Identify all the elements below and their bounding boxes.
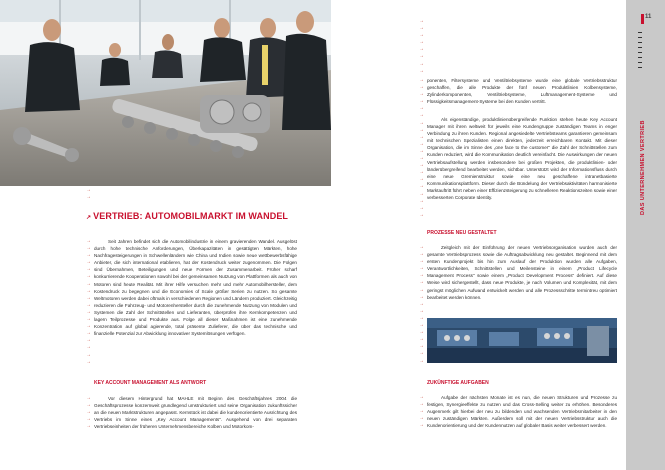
left-margin-arrows-body: → → → → → → → → → → → → → → → → → →: [86, 238, 91, 365]
sidebar-accent-bar: [641, 14, 644, 24]
left-margin-arrows-lower: → → → → →: [86, 395, 91, 430]
sidebar-section-label: DAS UNTERNEHMEN VERTRIEB: [640, 120, 646, 215]
production-photo: [427, 318, 617, 363]
left-body-1: Seit Jahren befindet sich die Automobilindustrie in einem gravierenden Wandel. Ausgelöst durch hohe technische Anforderungen, Überkapazitäten in gesättigten Märkten, hohe Nachfragesteigerungen in Schwellenländern wie China und Indien sowie neue wettbewerbsfähige Anbieter, die sich international etablieren, hat der Kostendruck weiter zugenommen. Die Folgen sind Übernahmen, Beteiligungen und neue Formen der Zusammenarbeit. Früher scharf konkurrierende Kooperationen sowohl bei der gemeinsamen Nutzung von Plattformen als auch von Motoren sind heute Realität. Mit ihrer Hilfe versuchen mehr und mehr Automobilhersteller, dem Kostendruck zu begegnen und die Economies of Scale größer Serien zu nutzen. So gesamte Weltmotoren werden dabei oftmals in verschiedenen Regionen und Ländern produziert. Gleichzeitig reduzieren die Fahrzeug- und Motorenhersteller durch die zunehmende Nutzung von Modulen und Systemen die Zahl der Schnittstellen und Lieferanten, überprüfen ihre Kernkompetenzen und lagern Teilprozesse und Produkte aus. Folge all dieser Maßnahmen ist eine zunehmende Konzentration auf global agierende, total präsente Zulieferer, die über das technische und finanzielle Potenzial zur Abwicklung innovativer Systemlösungen verfügen.: [94, 239, 297, 337]
right-mid-arrows: → → → → → → → → → → → → → → → → →: [419, 244, 424, 364]
right-body-2: Als eigenständige, produktlinienübergreifende Funktion stehen heute Key Account Manager mit ihren weltweit für jeweils eine Kundengruppe zuständigen Teams in enger Verbindung zu ihren Kunden. Regional angesiedelte Vertriebsteams garantieren gemeinsam mit technischen Spezialisten einen direkten, jederzeit erreichbaren Kontakt. Mit dieser Organisation, die im Sinne des „one face to the customer" die Zahl der Schnittstellen zum Kunden reduziert, wird die Kommunikation deutlich vereinfacht. Die Auswirkungen der neuen Vertriebsaufstellung werden insbesondere bei großen Projekten, die produktlinien- oder länderübergreifend bearbeitet werden, sichtbar. Unterstützt wird der Informationsfluss durch eine neue Gremienstruktur sowie eine neu geschaffene intranetbasierte Kommunikationsplattform. Dieser durch die Bündelung der Vertriebsaktivitäten harmonisierte Marktauftritt führt neben einer Effizienzsteigerung zu schnelleren Reaktionszeiten sowie einer verbesserten Corporate Identity.: [427, 117, 617, 201]
subheading-key-account: KEY ACCOUNT MANAGEMENT ALS ANTWORT: [94, 380, 207, 386]
sidebar-marks: [638, 32, 642, 72]
left-margin-arrows: → →: [86, 187, 91, 201]
subheading-prozesse: PROZESSE NEU GESTALTET: [427, 230, 497, 236]
section-heading: ↗ VERTRIEB: AUTOMOBILMARKT IM WANDEL: [86, 211, 289, 221]
right-body-1: ponenten, Filtersysteme und Ventiltriebsysteme wurde eine globale Vertriebsstruktur geschaffen, die alle Produkte der fünf neuen Produktlinien Kolbensysteme, Zylinderkomponenten, Ventiltriebsysteme, Luftmanagement-Systeme und Flüssigkeitsmanagement-Systeme bei den Kunden vertritt.: [427, 78, 617, 105]
right-body-4: Aufgabe der nächsten Monate ist es nun, die neuen Strukturen und Prozesse zu festigen, Synergieeffekte zu nutzen und das Cross-Selling weiter zu erhöhen. Besonderes Augenmerk gilt hierbei der neu zu bildenden und wachsenden Vertriebsmitarbeiter in den neuen zuständigen Märkten. Außerdem soll mit der neuen Vertriebsstruktur auch die Kundenorientierung und der Kundennutzen auf globaler Basis weiter verbessert werden.: [427, 395, 617, 429]
right-lower-arrows: → → → → →: [419, 394, 424, 429]
left-body-2: Vor diesem Hintergrund hat MAHLE mit Beginn des Geschäftsjahres 2004 die Geschäftsprozesse konzernweit grundlegend umstrukturiert und seine Organisation zukunftssicher an die neuen Marktstrukturen angepasst. Kernstück ist dabei die kundenorientierte Ausrichtung des Vertriebs im Sinne eines „Key Account Managements". Ausgehend von drei separaten Vertriebseinheiten der früheren Unternehmensbereiche Kolben und Motorkom-: [94, 396, 297, 430]
heading-arrow-icon: ↗: [86, 215, 92, 221]
subheading-zukuenftige: ZUKÜNFTIGE AUFGABEN: [427, 380, 489, 386]
right-body-3: Zeitgleich mit der Einführung der neuen Vertriebsorganisation wurden auch der gesamte Vertriebsprozess sowie die Auftragsabwicklung neu gestaltet. Beginnend mit dem ersten Kundenprojekt bis hin zum Auslauf der Produktion wurden alle Aufgaben, Verantwortlichkeiten, Schnittstellen und Meilensteine in einem „Product Lifecycle Management Process" sowie einem „Product Development Process" definiert. Auf diese Weise wird sichergestellt, dass neue Produkte, je nach Volumen und Komplexität, mit dem geringst möglichen Aufwand entwickelt werden und alle Prozessschritte termintreu optimiert bearbeitet werden können.: [427, 245, 617, 300]
right-margin-arrows: → → → → → → → → → → → → → → → → → → → →: [419, 77, 424, 218]
meeting-photo: [0, 0, 331, 186]
right-top-arrows: → → → → → → → →: [419, 18, 424, 74]
page-number: 11: [645, 14, 652, 20]
sidebar: [626, 0, 665, 470]
